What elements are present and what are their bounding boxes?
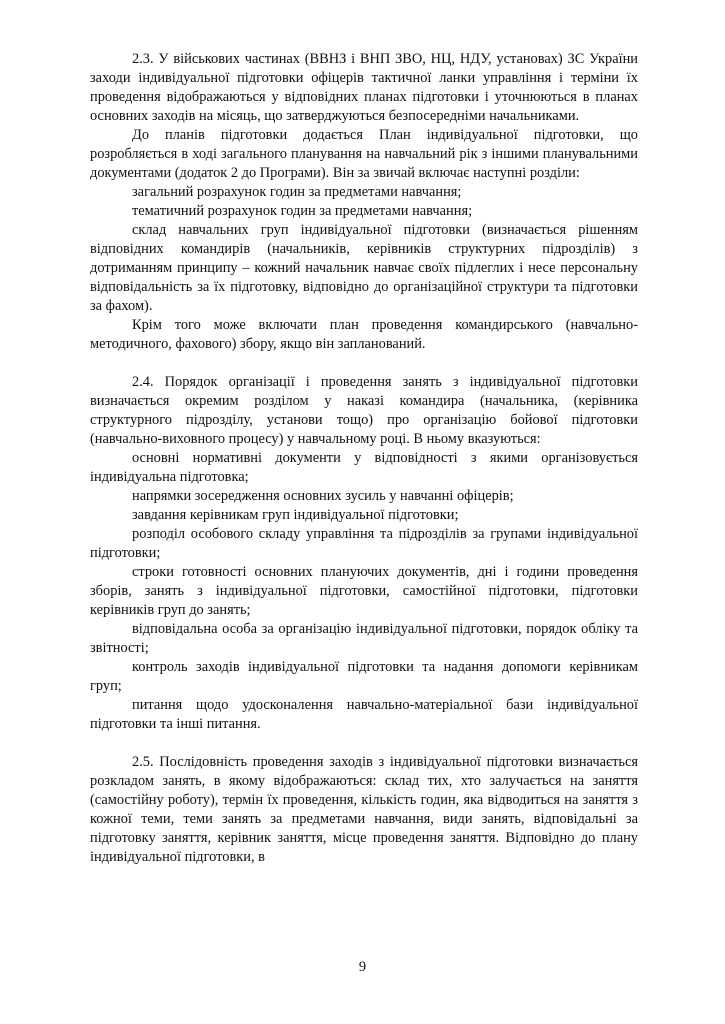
list-item: відповідальна особа за організацію індивідуальної підготовки, порядок обліку та звітності; bbox=[90, 621, 638, 656]
section-spacer bbox=[90, 734, 638, 753]
list-item: загальний розрахунок годин за предметами навчання; bbox=[132, 184, 462, 200]
list-item: розподіл особового складу управління та підрозділів за групами індивідуальної підготовки; bbox=[90, 526, 638, 561]
page-number: 9 bbox=[358, 959, 367, 975]
section-spacer bbox=[90, 354, 638, 373]
list-item: основні нормативні документи у відповідності з якими організовується індивідуальна підготовка; bbox=[90, 450, 638, 485]
paragraph-2-3-plan: До планів підготовки додається План індивідуальної підготовки, що розробляється в ході загального планування на навчальний рік з іншими планувальними документами (додаток 2 до Програми). Він за звичай включає наступні розділи: bbox=[90, 127, 638, 181]
paragraph-2-5-intro: 2.5. Послідовність проведення заходів з індивідуальної підготовки визначається розкладом занять, в якому відображаються: склад тих, хто залучається на заняття (самостійну роботу), термін їх проведення, кількість годин, яка відводиться на заняття з кожної теми, теми занять за предметами навчання, види занять, відповідальні за підготовку заняття, керівник заняття, місце проведення заняття. Відповідно до плану індивідуальної підготовки, в bbox=[90, 754, 638, 865]
paragraph-2-3-extra: Крім того може включати план проведення командирського (навчально-методичного, фахового) збору, якщо він запланований. bbox=[90, 317, 638, 352]
list-item: питання щодо удосконалення навчально-матеріальної бази індивідуальної підготовки та інші питання. bbox=[90, 697, 638, 732]
list-item: тематичний розрахунок годин за предметами навчання; bbox=[132, 203, 473, 219]
paragraph-2-4-intro: 2.4. Порядок організації і проведення занять з індивідуальної підготовки визначається окремим розділом у наказі командира (начальника, (керівника структурного підрозділу, установи тощо) про організацію бойової підготовки (навчально-виховного процесу) у навчальному році. В ньому вказуються: bbox=[90, 374, 638, 447]
paragraph-2-3-intro: 2.3. У військових частинах (ВВНЗ і ВНП ЗВО, НЦ, НДУ, установах) ЗС України заходи індивідуальної підготовки офіцерів тактичної ланки управління і терміни їх проведення відображаються у відповідних планах підготовки і уточнюються в планах основних заходів на місяць, що затверджуються безпосередніми начальниками. bbox=[90, 51, 638, 124]
list-item: контроль заходів індивідуальної підготовки та надання допомоги керівникам груп; bbox=[90, 659, 638, 694]
list-item: завдання керівникам груп індивідуальної підготовки; bbox=[132, 507, 459, 523]
list-item: склад навчальних груп індивідуальної підготовки (визначається рішенням відповідних командирів (начальників, керівників структурних підрозділів) з дотриманням принципу – кожний начальник навчає своїх підлеглих і несе персональну відповідальність за їх підготовку, відповідно до організаційної структури та підготовки за фахом). bbox=[90, 222, 638, 314]
list-item: напрямки зосередження основних зусиль у навчанні офіцерів; bbox=[132, 488, 514, 504]
document-page bbox=[90, 50, 638, 867]
list-item: строки готовності основних плануючих документів, дні і години проведення зборів, занять з індивідуальної підготовки, самостійної підготовки, підготовки керівників груп до занять; bbox=[90, 564, 638, 618]
